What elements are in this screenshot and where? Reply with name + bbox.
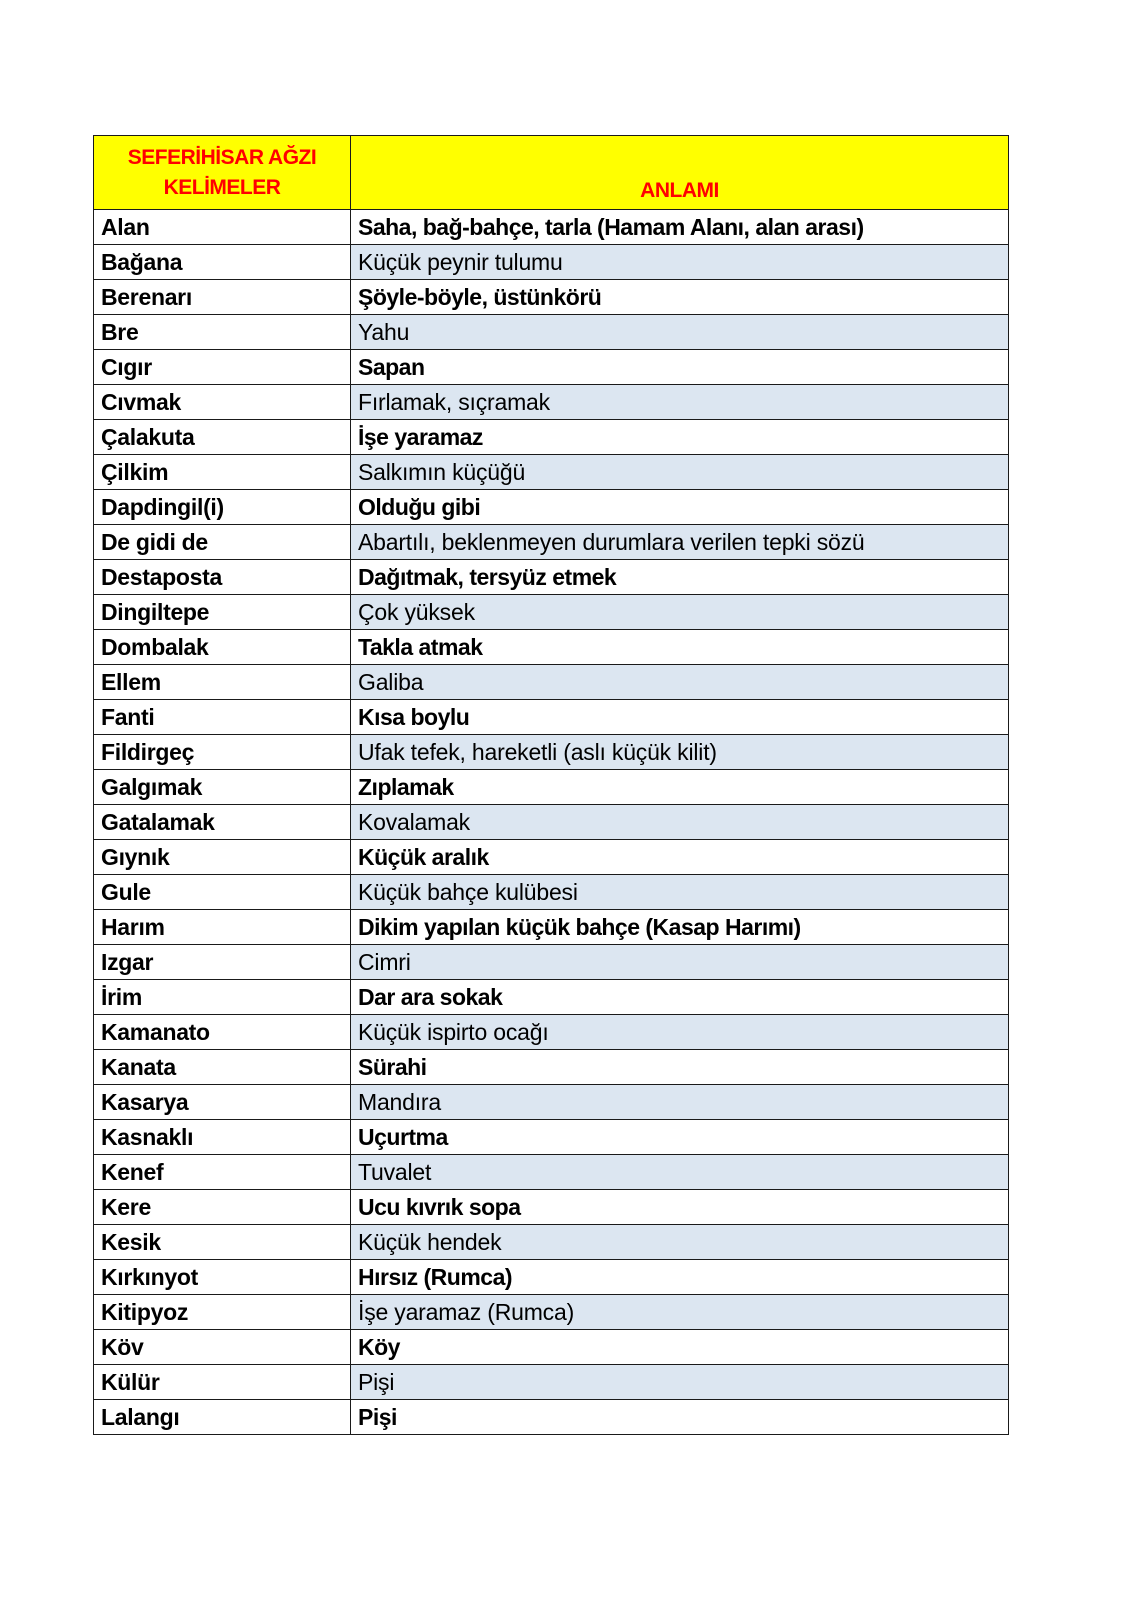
header-words: SEFERİHİSAR AĞZI KELİMELER <box>94 136 351 210</box>
word-meaning: Dikim yapılan küçük bahçe (Kasap Harımı) <box>351 910 1009 945</box>
word-meaning: Uçurtma <box>351 1120 1009 1155</box>
table-row <box>94 1365 1009 1400</box>
word-meaning: Dağıtmak, tersyüz etmek <box>351 560 1009 595</box>
dialect-word: Fildirgeç <box>94 735 351 770</box>
word-meaning: Olduğu gibi <box>351 490 1009 525</box>
dialect-word: Bre <box>94 315 351 350</box>
word-meaning: Küçük bahçe kulübesi <box>351 875 1009 910</box>
table-row <box>94 560 1009 595</box>
word-meaning: Galiba <box>351 665 1009 700</box>
word-meaning: İşe yaramaz <box>351 420 1009 455</box>
dialect-word: Kesik <box>94 1225 351 1260</box>
word-meaning: Hırsız (Rumca) <box>351 1260 1009 1295</box>
dialect-word: Dapdingil(i) <box>94 490 351 525</box>
dialect-word: Köv <box>94 1330 351 1365</box>
table-row <box>94 385 1009 420</box>
table-header <box>94 136 1009 210</box>
word-meaning: Salkımın küçüğü <box>351 455 1009 490</box>
dialect-word: Çalakuta <box>94 420 351 455</box>
word-meaning: Cimri <box>351 945 1009 980</box>
table-row <box>94 1015 1009 1050</box>
table-row <box>94 455 1009 490</box>
table-row <box>94 840 1009 875</box>
table-row <box>94 1085 1009 1120</box>
dialect-word: Kenef <box>94 1155 351 1190</box>
table-row <box>94 630 1009 665</box>
dialect-word: İrim <box>94 980 351 1015</box>
table-row <box>94 1400 1009 1435</box>
dialect-word: Kırkınyot <box>94 1260 351 1295</box>
table-row <box>94 980 1009 1015</box>
word-meaning: Pişi <box>351 1400 1009 1435</box>
dialect-word: Kere <box>94 1190 351 1225</box>
table-row <box>94 595 1009 630</box>
word-meaning: Sapan <box>351 350 1009 385</box>
table-row <box>94 280 1009 315</box>
table-row <box>94 665 1009 700</box>
dialect-word: Galgımak <box>94 770 351 805</box>
dialect-word: Bağana <box>94 245 351 280</box>
word-meaning: Kısa boylu <box>351 700 1009 735</box>
dialect-word: Kasnaklı <box>94 1120 351 1155</box>
dialect-word: Çilkim <box>94 455 351 490</box>
table-row <box>94 1260 1009 1295</box>
word-meaning: Köy <box>351 1330 1009 1365</box>
word-meaning: Küçük peynir tulumu <box>351 245 1009 280</box>
table-row <box>94 210 1009 245</box>
dialect-word: Cıvmak <box>94 385 351 420</box>
table-row <box>94 315 1009 350</box>
word-meaning: Yahu <box>351 315 1009 350</box>
dialect-word: Gule <box>94 875 351 910</box>
dialect-word: Cıgır <box>94 350 351 385</box>
dialect-word: Gıynık <box>94 840 351 875</box>
word-meaning: Sürahi <box>351 1050 1009 1085</box>
table-row <box>94 525 1009 560</box>
word-meaning: İşe yaramaz (Rumca) <box>351 1295 1009 1330</box>
word-meaning: Abartılı, beklenmeyen durumlara verilen tepki sözü <box>351 525 1009 560</box>
table-body <box>94 210 1009 1435</box>
table-row <box>94 700 1009 735</box>
dialect-word: Dombalak <box>94 630 351 665</box>
word-meaning: Ucu kıvrık sopa <box>351 1190 1009 1225</box>
header-meaning: ANLAMI <box>351 136 1009 210</box>
glossary-table <box>93 135 1009 1435</box>
word-meaning: Şöyle-böyle, üstünkörü <box>351 280 1009 315</box>
table-row <box>94 490 1009 525</box>
word-meaning: Küçük ispirto ocağı <box>351 1015 1009 1050</box>
word-meaning: Küçük hendek <box>351 1225 1009 1260</box>
word-meaning: Mandıra <box>351 1085 1009 1120</box>
table-row <box>94 1330 1009 1365</box>
word-meaning: Tuvalet <box>351 1155 1009 1190</box>
table-row <box>94 770 1009 805</box>
dialect-word: Kamanato <box>94 1015 351 1050</box>
table-row <box>94 945 1009 980</box>
word-meaning: Pişi <box>351 1365 1009 1400</box>
dialect-word: Harım <box>94 910 351 945</box>
table-row <box>94 1295 1009 1330</box>
table-row <box>94 245 1009 280</box>
word-meaning: Çok yüksek <box>351 595 1009 630</box>
dialect-word: De gidi de <box>94 525 351 560</box>
dialect-word: Külür <box>94 1365 351 1400</box>
dialect-word: Ellem <box>94 665 351 700</box>
word-meaning: Ufak tefek, hareketli (aslı küçük kilit) <box>351 735 1009 770</box>
table-row <box>94 420 1009 455</box>
dialect-word: Kitipyoz <box>94 1295 351 1330</box>
dialect-word: Destaposta <box>94 560 351 595</box>
word-meaning: Fırlamak, sıçramak <box>351 385 1009 420</box>
table-row <box>94 1155 1009 1190</box>
word-meaning: Dar ara sokak <box>351 980 1009 1015</box>
header-row <box>94 136 1009 210</box>
table-row <box>94 1050 1009 1085</box>
dialect-word: Alan <box>94 210 351 245</box>
table-row <box>94 1120 1009 1155</box>
table-row <box>94 735 1009 770</box>
table-row <box>94 910 1009 945</box>
word-meaning: Küçük aralık <box>351 840 1009 875</box>
table-row <box>94 350 1009 385</box>
dialect-word: Berenarı <box>94 280 351 315</box>
dialect-word: Kasarya <box>94 1085 351 1120</box>
table-row <box>94 1190 1009 1225</box>
word-meaning: Saha, bağ-bahçe, tarla (Hamam Alanı, alan arası) <box>351 210 1009 245</box>
table-row <box>94 805 1009 840</box>
dialect-word: Dingiltepe <box>94 595 351 630</box>
word-meaning: Kovalamak <box>351 805 1009 840</box>
word-meaning: Takla atmak <box>351 630 1009 665</box>
dialect-word: Gatalamak <box>94 805 351 840</box>
dialect-word: Kanata <box>94 1050 351 1085</box>
word-meaning: Zıplamak <box>351 770 1009 805</box>
dialect-word: Lalangı <box>94 1400 351 1435</box>
dialect-word: Izgar <box>94 945 351 980</box>
table-row <box>94 875 1009 910</box>
dialect-word: Fanti <box>94 700 351 735</box>
table-row <box>94 1225 1009 1260</box>
